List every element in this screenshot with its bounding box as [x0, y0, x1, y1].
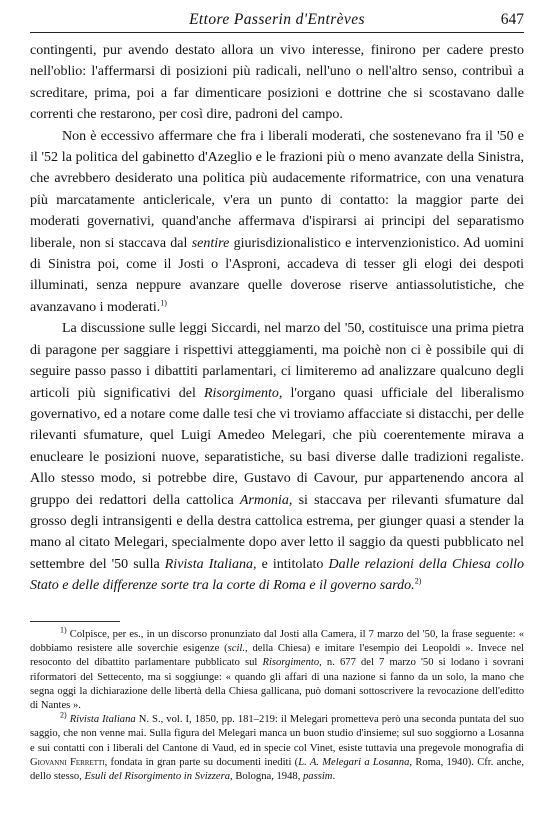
paragraph-2-text-a: Non è eccessivo affermare che fra i liberali moderati, che sostenevano fra il '50 e il '52 la politica del gabinetto d'Azeglio e le frazioni più o meno avanzate della Sinistra, che avrebbero desiderato una politica più audacemente riformatrice, con una venatura più marcatamente anticlericale, v'era un punto di contatto: la maggior parte dei moderati governativi, quand'anche affermava d'ispirarsi ai principi del separatismo liberale, non si staccava dal	[30, 128, 524, 251]
footnote-2-text-e: .	[332, 771, 336, 783]
footnote-1-text-b: , della Chiesa) e imitare l'esempio dei Leopoldi ». Invece nel resoconto del dibattito parlamentare pubblicato sul	[30, 643, 524, 669]
paragraph-2	[30, 126, 524, 319]
page-number: 647	[500, 11, 524, 28]
running-title: Ettore Passerin d'Entrèves	[189, 11, 365, 28]
paragraph-3-text-d: , e intitolato	[253, 556, 329, 572]
footnote-2-text-a: N. S., vol. I, 1850, pp. 181–219: il Melegari prometteva però una seconda puntata del suo saggio, che non venne mai. Sulla figura del Melegari manca un buon studio d'insieme; sul suo soggiorno a Losanna e sui contatti con i liberali del Cantone di Vaud, ed in specie col Vinet, esiste tuttavia una pregevole monografia di	[30, 714, 524, 754]
paragraph-3-text-a: La discussione sulle leggi Siccardi, nel marzo del '50, costituisce una prima pietra di paragone per saggiare i rispettivi atteggiamenti, ma poichè non ci è possibile qui di seguire passo passo i dibattiti parlamentari, ci limiteremo ad analizzare qualcuno degli articoli più significativi del	[30, 321, 524, 401]
footnote-ref-2: 2)	[414, 576, 422, 586]
paragraph-2-italic: sentire	[191, 235, 230, 251]
footnote-2-italic-1: Rivista Italiana	[69, 714, 136, 726]
footnote-2-italic-4: passim	[303, 771, 333, 783]
paragraph-1	[30, 40, 524, 126]
paragraph-3-text-c: , si staccava per rilevanti sfumature dal grosso degli intransigenti e della destra cattolica estrema, per giunger quasi a stender la mano al citato Melegari, specialmente dopo aver letto il saggio da questi pubblicato nel settembre del '50 sulla	[30, 492, 524, 572]
footnote-1-italic-2: Risorgimento	[262, 657, 320, 669]
paragraph-1-text: contingenti, pur avendo destato allora un vivo interesse, finirono per cadere presto nell'oblio: l'affermarsi di posizioni più radicali, nell'uno o nell'altro senso, contribuì a screditare, prima, poi a far dimenticare posizioni e dottrine che si scostavano dalle correnti che restarono, per così dire, padroni del campo.	[30, 43, 524, 123]
footnote-ref-1: 1)	[160, 298, 167, 308]
footnote-2-text-d: , Bologna, 1948,	[230, 771, 303, 783]
paragraph-3-italic-2: Armonia	[239, 492, 289, 508]
footnote-2-italic-3: Esuli del Risorgimento in Svizzera	[84, 771, 231, 783]
paragraph-2-text-b: giurisdizionalistico e intervenzionistico. Ad uomini di Sinistra poi, come il Josti o l'Asproni, accadeva di tesser gli elogi dei despoti illuminati, senza neppure avanzare quelle doverose riserve antiassolutistiche, che avanzavano i moderati.	[30, 235, 525, 315]
footnote-2-marker: 2)	[60, 710, 67, 720]
footnote-1-text-c: , n. 677 del 7 marzo '50 si lodano i sovrani riformatori del Settecento, ma si soggiunge: « quando gli affari di una nazione si fanno da un solo, la mano che segna oggi la dichiarazione delle libertà della Chiesa gallicana, può domani sottoscrivere la revocazione dell'editto di Nantes ».	[30, 657, 524, 712]
page-header	[30, 10, 524, 33]
footnote-1-text-a: Colpisce, per es., in un discorso pronunziato dal Josti alla Camera, il 7 marzo del '50, la frase seguente: « dobbiamo resistere alle soverchie esigenze (	[30, 629, 524, 655]
footnote-divider	[30, 621, 120, 622]
footnote-1	[30, 625, 524, 713]
footnote-2-author: Giovanni Ferretti	[30, 756, 105, 768]
footnote-2-italic-2: L. A. Melegari a Losanna	[298, 756, 410, 768]
paragraph-3-text-b: , l'organo quasi ufficiale del liberalismo governativo, ed a notare come dalle tesi che vi troviamo affacciate si distacchi, per delle rilevanti sfumature, quel Luigi Amedeo Melegari, che più coerentemente mirava a enucleare le posizioni nuove, separatistiche, su basi diverse dalle tradizioni regaliste. Allo stesso modo, si potrebbe dire, Gustavo di Cavour, pur appartenendo ancora al gruppo dei redattori della cattolica	[30, 385, 524, 508]
paragraph-3-italic-1: Risorgimento	[203, 385, 279, 401]
main-text	[30, 40, 524, 597]
paragraph-3	[30, 318, 524, 596]
paragraph-3-italic-3: Rivista Italiana	[164, 556, 254, 572]
paragraph-3-italic-4: Dalle relazioni della Chiesa collo Stato e delle differenze sorte tra la corte di Roma e il governo sardo.	[30, 556, 524, 594]
footnote-1-italic-1: scil.	[227, 643, 246, 655]
footnote-2-text-b: , fondata in gran parte su documenti inediti (	[104, 756, 299, 768]
footnote-2-text-c: , Roma, 1940). Cfr. anche, dello stesso,	[30, 756, 524, 783]
footnotes	[30, 625, 524, 784]
footnote-2	[30, 710, 524, 784]
footnote-1-marker: 1)	[60, 625, 67, 635]
